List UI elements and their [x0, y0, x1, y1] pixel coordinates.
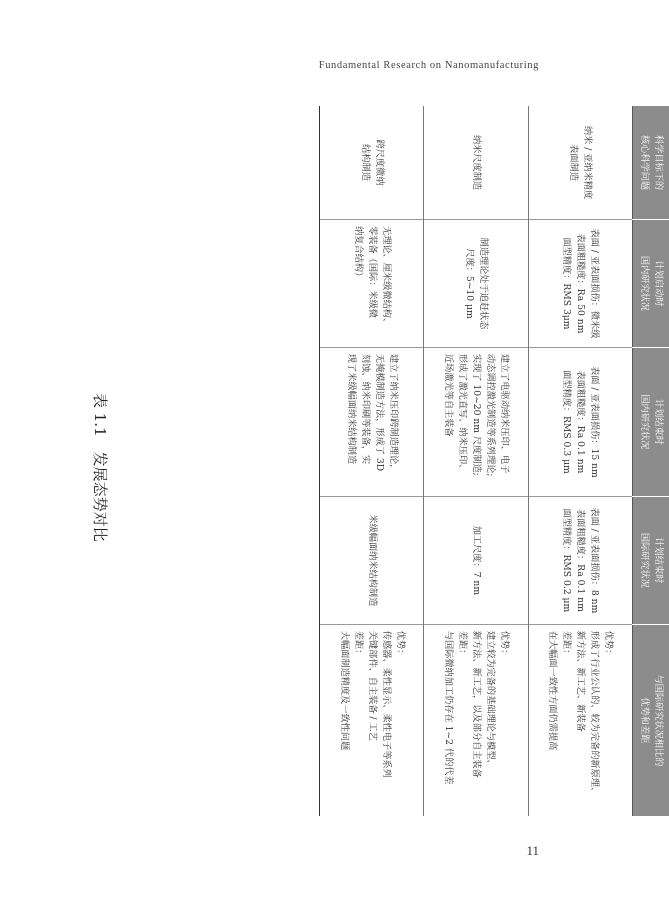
cell-problem: 纳米尺度制造: [424, 106, 528, 220]
cell-comparison: 优势： 形成了行业公认的、较为完备的新原理、 新方法、新工艺、新装备 差距： 在大幅面一致性方面仍需提高: [528, 624, 632, 816]
cell-problem: 跨尺度微纳 结构制造: [320, 106, 424, 220]
cell-start-domestic: 制造理论处于追赶状态 尺度：5~10 μm: [424, 220, 528, 348]
cell-end-domestic: 建立了电驱动纳米压印、电子 动态调控激光制造等系列理论; 实现了 10~20 nm 尺度制造; 形成了激光直写、纳米压印、 近场激光等自主装备: [424, 347, 528, 496]
cell-end-domestic: 建立了纳米压印跨制造理论， 无掩模制造方法，形成了 3D 刻蚀、纳米印刷等装备，实 现了米级幅面纳米结构制造: [320, 347, 424, 496]
comparison-table-rotated: [319, 106, 669, 816]
header-start-domestic: 计划启动时 国内研究状况: [633, 220, 669, 348]
cell-comparison: 优势： 传感器、柔性显示、柔性电子等系列 关键部件、自主装备 / 工艺 差距： 大幅面制造精度及一致性问题: [320, 624, 424, 816]
header-end-international: 计划结束时 国际研究状况: [633, 496, 669, 624]
cell-end-international: 加工尺度：7 nm: [424, 496, 528, 624]
cell-comparison: 优势： 建立较为完备的基础理论与模型、 新方法、新工艺，以及部分自主装备 差距： 与国际微纳加工仍存在 1~2 代的代差: [424, 624, 528, 816]
running-header: Fundamental Research on Nanomanufacturing: [318, 60, 539, 71]
page-number: 11: [526, 843, 539, 858]
table-caption: 表 1.1 发展态势对比: [91, 393, 109, 542]
header-comparison: 与国际研究状况相比的 优势和差距: [633, 624, 669, 816]
cell-end-domestic: 表面 / 亚表面损伤：15 nm 表面粗糙度：Ra 0.1 nm 面型精度：RMS 0.3 μm: [528, 347, 632, 496]
cell-problem: 纳米 / 亚纳米精度 表面制造: [528, 106, 632, 220]
cell-end-international: 表面 / 亚表面损伤：8 nm 表面粗糙度：Ra 0.1 nm 面型精度：RMS 0.2 μm: [528, 496, 632, 624]
header-core-problem: 科学目标下的 核心科学问题: [633, 106, 669, 220]
comparison-table: [319, 106, 669, 816]
table-row: [424, 106, 528, 816]
cell-start-domestic: 无理论、厘米级微结构、 零装备（国际：米级微 纳复合结构）: [320, 220, 424, 348]
table-row: [528, 106, 632, 816]
cell-end-international: 米级幅面纳米结构制造: [320, 496, 424, 624]
cell-start-domestic: 表面 / 亚表面损伤：微米级 表面粗糙度：Ra 50 nm 面型精度：RMS 3μm: [528, 220, 632, 348]
table-header-row: [633, 106, 669, 816]
table-row: [320, 106, 424, 816]
header-end-domestic: 计划结束时 国内研究状况: [633, 347, 669, 496]
